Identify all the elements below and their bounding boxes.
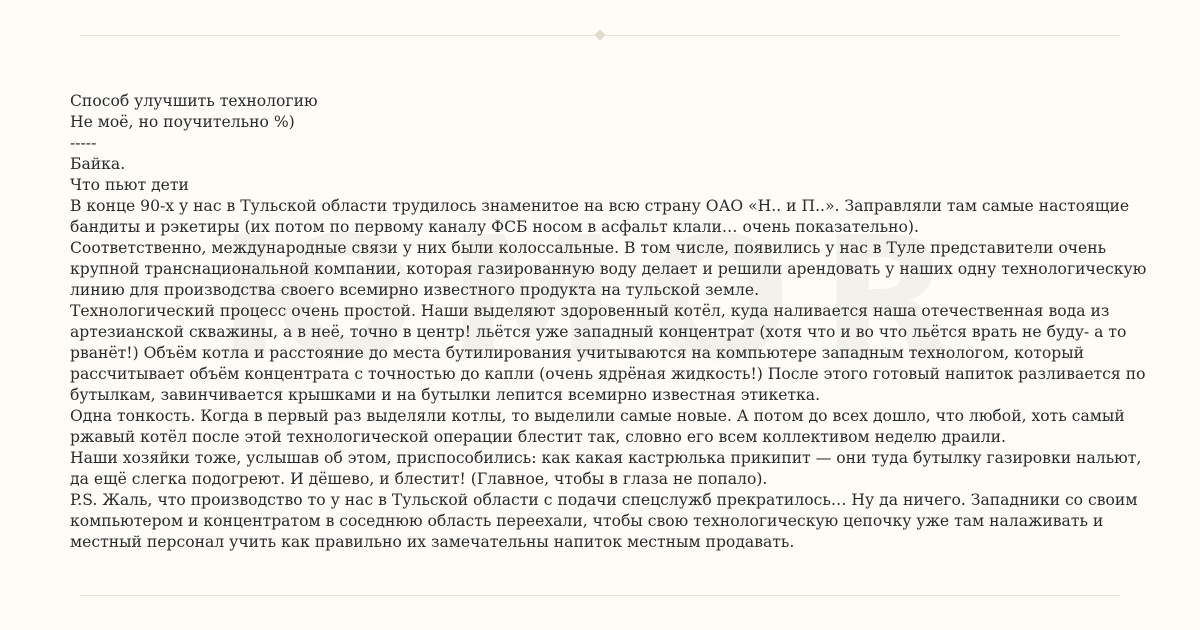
paragraph: Одна тонкость. Когда в первый раз выделяли котлы, то выделили самые новые. А потом до всех дошло, что любой, хоть самый ржавый котёл после этой технологической операции блестит так, словно его всем коллективом неделю драили. [70,407,1125,446]
article-title: Способ улучшить технологию [70,92,318,110]
bottom-divider [80,595,1120,596]
article-body [70,91,1150,553]
separator-line: ----- [70,134,97,152]
story-title: Что пьют дети [70,176,189,194]
paragraph: В конце 90-х у нас в Тульской области трудилось знаменитое на всю страну ОАО «Н.. и П..». Заправляли там самые настоящие бандиты и рэкетиры (их потом по первому каналу ФСБ носом в асфальт клали… очень показательно). [70,197,1130,236]
paragraph: Соответственно, международные связи у них были колоссальные. В том числе, появились у нас в Туле представители очень крупной транснациональной компании, которая газированную воду делает и решили арендовать у наших одну технологическую линию для производства своего всемирно известного продукта на тульской земле. [70,239,1147,299]
genre-label: Байка. [70,155,126,173]
diamond-ornament-icon [594,29,605,40]
paragraph: Наши хозяйки тоже, услышав об этом, приспособились: как какая кастрюлька прикипит — они туда бутылку газировки нальют, да ещё слегка подогреют. И дёшево, и блестит! (Главное, чтобы в глаза не попало). [70,449,1142,488]
article-subtitle: Не моё, но поучительно %) [70,113,295,131]
paragraph: P.S. Жаль, что производство то у нас в Тульской области с подачи спецслужб прекратилось… Ну да ничего. Западники со своим компьютером и концентратом в соседнюю область переехали, чтобы свою технологическую цепочку уже там налаживать и местный персонал учить как правильно их замечательны напиток местным продавать. [70,491,1138,551]
paragraph: Технологический процесс очень простой. Наши выделяют здоровенный котёл, куда наливается наша отечественная вода из артезианской скважины, а в неё, точно в центр! льётся уже западный концентрат (хотя что и во что льётся врать не буду- а то рванёт!) Объём котла и расстояние до места бутилирования учитываются на компьютере западным технологом, который рассчитывает объём концентрата с точностью до капли (очень ядрёная жидкость!) После этого готовый напиток разливается по бутылкам, завинчивается крышками и на бутылки лепится всемирно известная этикетка. [70,302,1146,404]
